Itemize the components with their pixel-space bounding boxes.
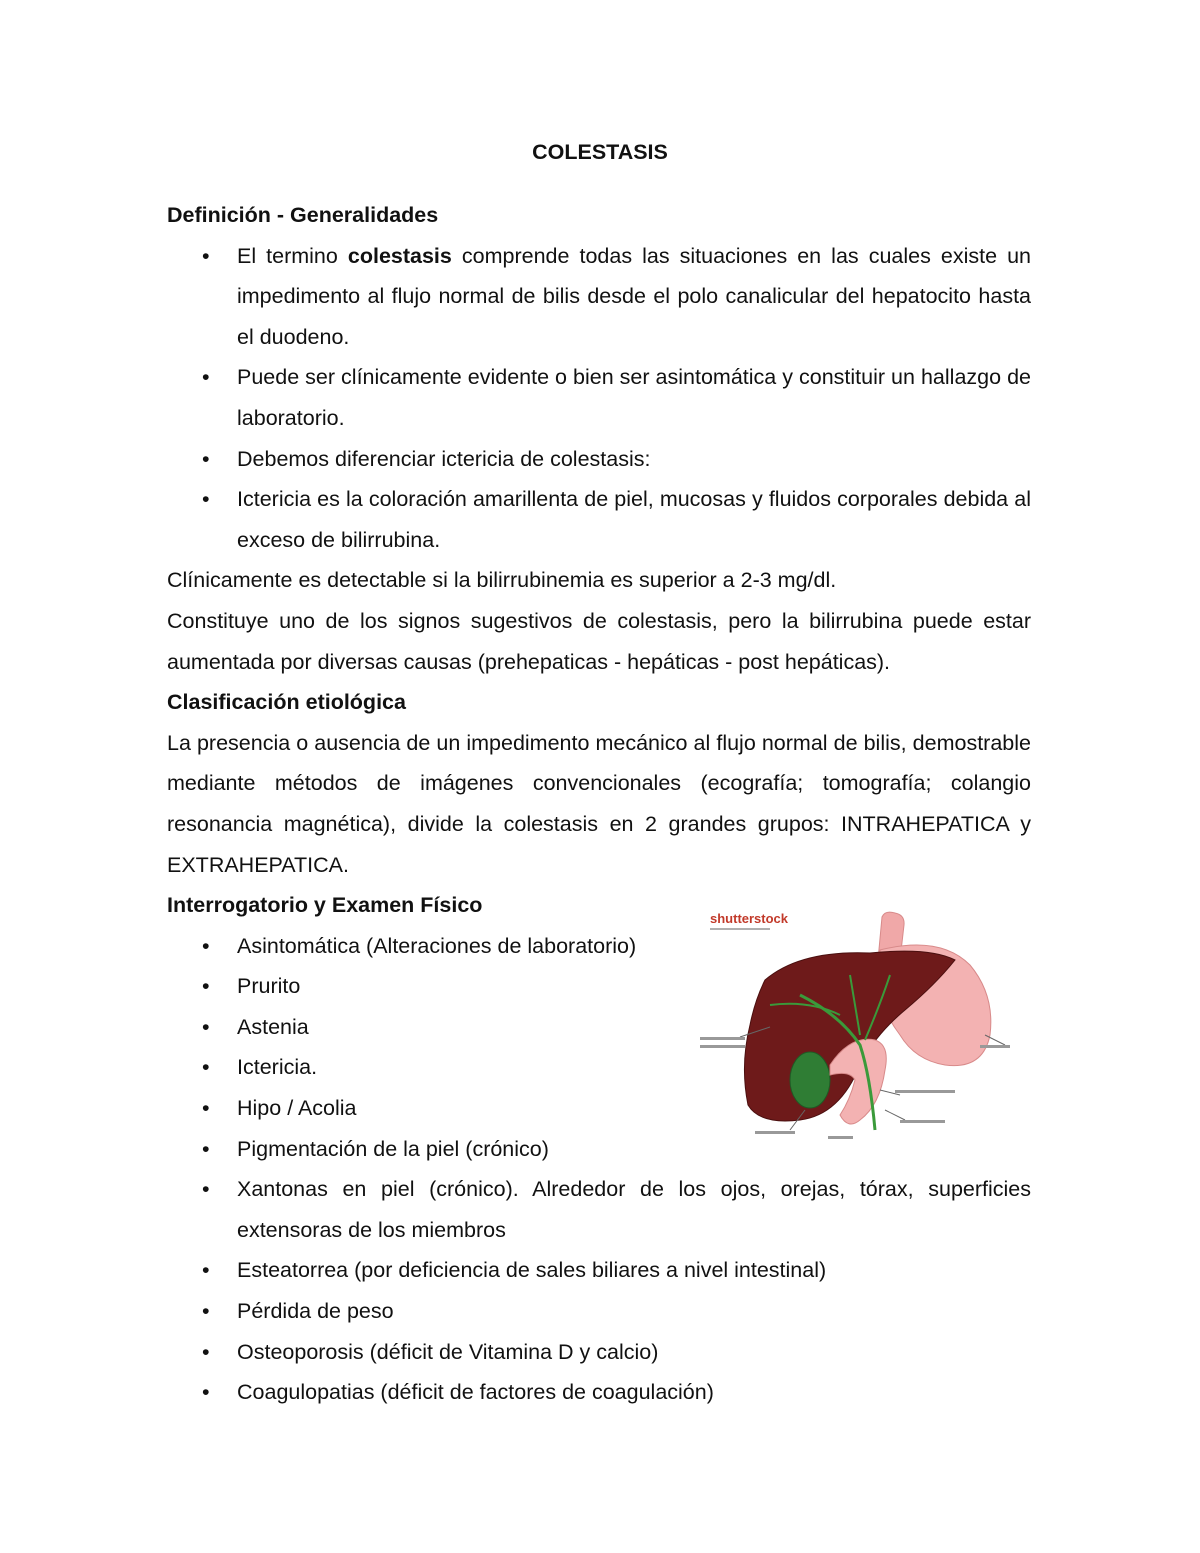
list-item-text: Coagulopatias (déficit de factores de coagulación) <box>237 1380 714 1405</box>
label-placeholder <box>828 1136 853 1139</box>
bullet-icon: • <box>202 1136 210 1161</box>
bullet-icon: • <box>202 974 210 999</box>
bullet-icon: • <box>202 933 210 958</box>
list-item-text: Hipo / Acolia <box>237 1096 357 1121</box>
list-item <box>202 236 1031 358</box>
section-heading-definicion: Definición - Generalidades <box>167 203 439 227</box>
list-item-text: Asintomática (Alteraciones de laboratorio) <box>237 933 637 958</box>
bullet-icon: • <box>202 365 210 390</box>
label-placeholder <box>700 1037 745 1040</box>
list-item-text: Debemos diferenciar ictericia de colestasis: <box>237 446 651 471</box>
symptom-list-item <box>202 1047 687 1088</box>
bullet-icon: • <box>202 446 210 471</box>
list-item-text: Ictericia. <box>237 1055 318 1080</box>
list-item-text: Esteatorrea (por deficiencia de sales biliares a nivel intestinal) <box>237 1258 827 1283</box>
paragraph: Clínicamente es detectable si la bilirrubinemia es superior a 2-3 mg/dl. <box>167 568 837 593</box>
bullet-icon: • <box>202 243 210 268</box>
list-item-text: Prurito <box>237 974 301 999</box>
bullet-icon: • <box>202 1177 210 1202</box>
section-heading-clasificacion: Clasificación etiológica <box>167 690 406 715</box>
bullet-icon: • <box>202 487 210 512</box>
list-item-text: Puede ser clínicamente evidente o bien ser asintomática y constituir un hallazgo de laboratorio. <box>237 365 1031 430</box>
paragraph: La presencia o ausencia de un impedimento mecánico al flujo normal de bilis, demostrable mediante métodos de imágenes convencionales (ecografía; tomografía; colangio resonancia magnética), divide la colestasis en 2 grandes grupos: INTRAHEPATICA y EXTRAHEPATICA. <box>167 730 1031 877</box>
symptom-list-item <box>202 1169 1031 1250</box>
liver-anatomy-figure <box>700 905 1035 1145</box>
symptom-list-item <box>202 1129 687 1170</box>
label-placeholder <box>900 1120 945 1123</box>
bullet-icon: • <box>202 1339 210 1364</box>
bullet-icon: • <box>202 1055 210 1080</box>
section-heading-interrogatorio: Interrogatorio y Examen Físico <box>167 893 483 918</box>
paragraph: Constituye uno de los signos sugestivos de colestasis, pero la bilirrubina puede estar aumentada por diversas causas (prehepaticas - hepáticas - post hepáticas). <box>167 608 1031 674</box>
list-item-text: Osteoporosis (déficit de Vitamina D y calcio) <box>237 1339 659 1364</box>
symptom-list-item <box>202 1332 1031 1373</box>
document-body <box>167 195 1031 1413</box>
gallbladder-shape <box>790 1052 830 1108</box>
list-item <box>202 479 1031 560</box>
symptom-list-item <box>202 1291 1031 1332</box>
bullet-icon: • <box>202 1096 210 1121</box>
definicion-list <box>167 236 1031 561</box>
symptom-list-item <box>202 966 687 1007</box>
label-placeholder <box>895 1090 955 1093</box>
bold-term: colestasis <box>347 243 452 268</box>
label-line <box>885 1110 905 1120</box>
label-placeholder <box>755 1131 795 1134</box>
label-placeholder <box>700 1045 745 1048</box>
bullet-icon: • <box>202 1258 210 1283</box>
text-run: comprende todas las situaciones en las cuales existe un impedimento al flujo normal de bilis desde el polo canalicular del hepatocito hasta el duodeno. <box>237 243 1031 349</box>
label-placeholder <box>980 1045 1010 1048</box>
list-item <box>202 357 1031 438</box>
liver-illustration <box>700 905 1035 1145</box>
bullet-icon: • <box>202 1299 210 1324</box>
symptom-list-item <box>202 1088 687 1129</box>
list-item-text: Ictericia es la coloración amarillenta de piel, mucosas y fluidos corporales debida al exceso de bilirrubina. <box>237 487 1031 552</box>
list-item-text: Xantonas en piel (crónico). Alrededor de los ojos, orejas, tórax, superficies extensoras de los miembros <box>237 1177 1031 1242</box>
document-title: COLESTASIS <box>532 140 668 164</box>
list-item-text: Pigmentación de la piel (crónico) <box>237 1136 549 1161</box>
bullet-icon: • <box>202 1380 210 1405</box>
watermark-text: shutterstock <box>710 911 789 926</box>
list-item-text: Astenia <box>237 1014 309 1039</box>
list-item <box>202 439 1031 480</box>
symptom-list-item <box>202 926 687 967</box>
text-run: El termino <box>237 243 348 268</box>
symptom-list-item <box>202 1372 1031 1413</box>
symptom-list-item <box>202 1007 687 1048</box>
symptom-list-item <box>202 1250 1031 1291</box>
bullet-icon: • <box>202 1014 210 1039</box>
list-item-text: Pérdida de peso <box>237 1299 394 1324</box>
